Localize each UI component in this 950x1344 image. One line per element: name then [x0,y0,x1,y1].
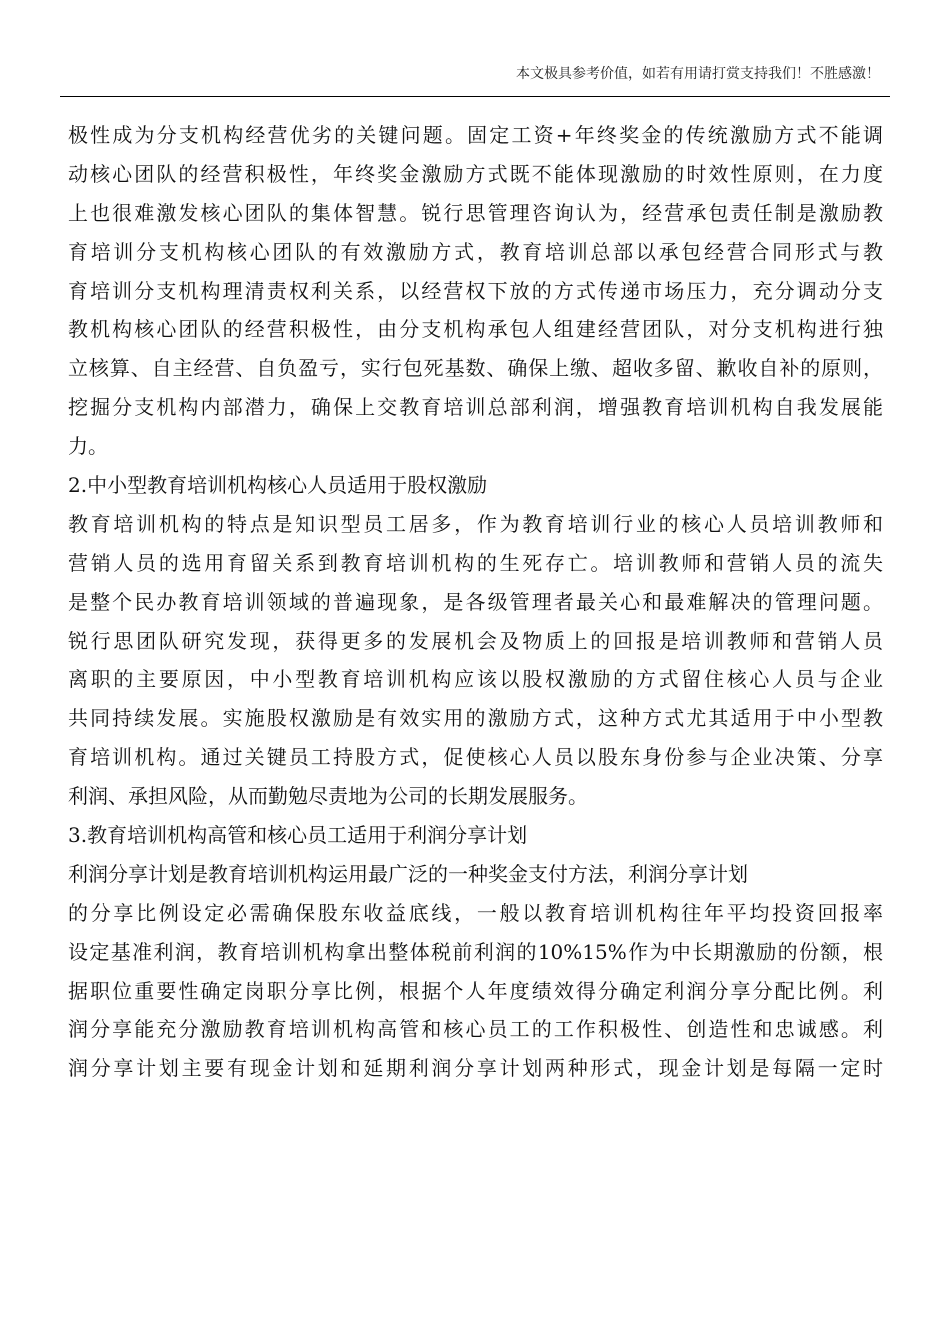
document-body [68,116,883,1088]
text-line: 共同持续发展。实施股权激励是有效实用的激励方式，这种方式尤其适用于中小型教 [68,706,883,731]
header-divider [60,96,890,97]
text-line: 育培训机构。通过关键员工持股方式，促使核心人员以股东身份参与企业决策、分享 [68,745,883,770]
text-line: 利润分享计划是教育培训机构运用最广泛的一种奖金支付方法，利润分享计划 [68,861,748,886]
text-line: 立核算、自主经营、自负盈亏，实行包死基数、确保上缴、超收多留、歉收自补的原则， [68,356,883,381]
text-line: 力。 [68,434,108,459]
text-line: 营销人员的选用育留关系到教育培训机构的生死存亡。培训教师和营销人员的流失 [68,550,883,575]
text-line: 设定基准利润，教育培训机构拿出整体税前利润的10%15%作为中长期激励的份额，根 [68,939,883,964]
text-line: 育培训分支机构核心团队的有效激励方式，教育培训总部以承包经营合同形式与教 [68,239,883,264]
text-line: 的分享比例设定必需确保股东收益底线，一般以教育培训机构往年平均投资回报率 [68,900,883,925]
text-line: 据职位重要性确定岗职分享比例，根据个人年度绩效得分确定利润分享分配比例。利 [68,978,883,1003]
text-line: 育培训分支机构理清责权利关系，以经营权下放的方式传递市场压力，充分调动分支 [68,278,883,303]
text-line: 锐行思团队研究发现，获得更多的发展机会及物质上的回报是培训教师和营销人员 [68,628,883,653]
page-header-notice: 本文极具参考价值，如若有用请打赏支持我们！不胜感激！ [516,66,880,82]
text-line: 上也很难激发核心团队的集体智慧。锐行思管理咨询认为，经营承包责任制是激励教 [68,200,883,225]
text-line: 极性成为分支机构经营优劣的关键问题。固定工资+年终奖金的传统激励方式不能调 [68,123,883,147]
text-line: 2.中小型教育培训机构核心人员适用于股权激励 [68,473,488,498]
text-line: 离职的主要原因，中小型教育培训机构应该以股权激励的方式留住核心人员与企业 [68,667,883,692]
text-line: 润分享计划主要有现金计划和延期利润分享计划两种形式，现金计划是每隔一定时 [68,1056,883,1081]
text-line: 是整个民办教育培训领域的普遍现象，是各级管理者最关心和最难解决的管理问题。 [68,589,883,614]
text-line: 动核心团队的经营积极性，年终奖金激励方式既不能体现激励的时效性原则，在力度 [68,161,883,186]
text-line: 挖掘分支机构内部潜力，确保上交教育培训总部利润，增强教育培训机构自我发展能 [68,395,883,420]
text-line: 教机构核心团队的经营积极性，由分支机构承包人组建经营团队，对分支机构进行独 [68,317,883,342]
text-line: 利润、承担风险，从而勤勉尽责地为公司的长期发展服务。 [68,784,588,809]
text-line: 润分享能充分激励教育培训机构高管和核心员工的工作积极性、创造性和忠诚感。利 [68,1017,883,1042]
text-line: 教育培训机构的特点是知识型员工居多，作为教育培训行业的核心人员培训教师和 [68,511,883,536]
text-line: 3.教育培训机构高管和核心员工适用于利润分享计划 [68,823,528,848]
